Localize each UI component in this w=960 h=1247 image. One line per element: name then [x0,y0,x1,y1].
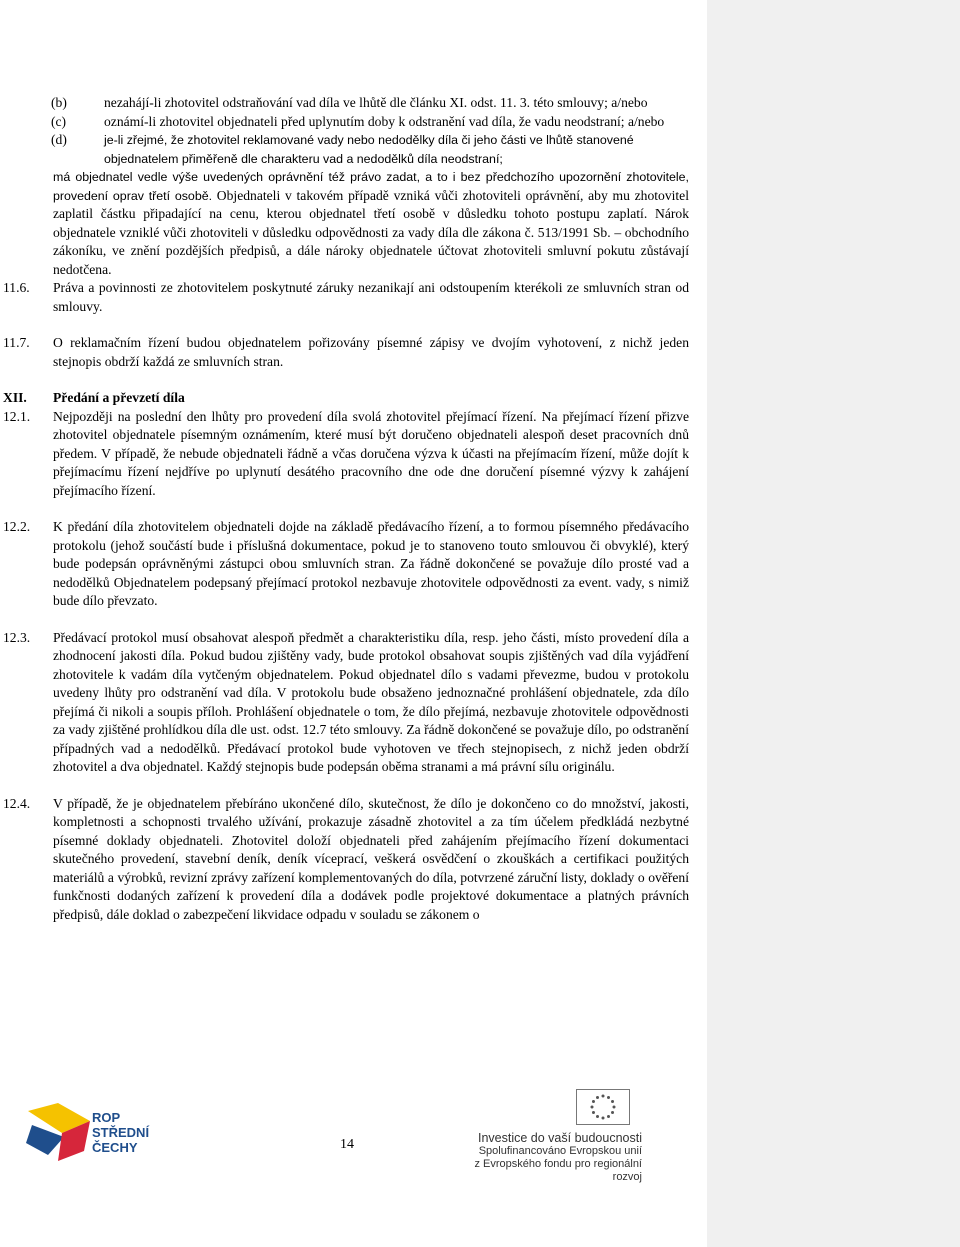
chapter-number: XII. [3,390,27,405]
section-text: O reklamačním řízení budou objednatelem pořizovány písemné zápisy ve dvojím vyhotovení, z nichž jeden stejnopis obdrží každá ze smluvních stran. [53,335,689,369]
section-text: Práva a povinnosti ze zhotovitelem poskytnuté záruky nezanikají ani odstoupením kterékoli ze smluvních stran od smlouvy. [53,280,689,314]
section-text: K předání díla zhotovitelem objednateli dojde na základě předávacího řízení, a to formou písemného předávacího protokolu (jehož součástí bude i příslušná dokumentace, pokud je to stanoveno touto smlouvou či obvyklé), který bude podepsán oprávněnými zástupci obou smluvních stran. Za řádně dokončené se považuje dílo prosté vad a nedodělků Objednatelem podepsaný přejímací protokol nezbavuje zhotovitele odpovědnosti za event. vady, s nimiž bude dílo převzato. [53,519,689,608]
section-12-3 [0,629,707,777]
section-12-1 [0,408,707,501]
list-item-d [0,131,707,168]
chapter-title: Předání a převzetí díla [53,390,185,405]
chapter-heading [0,389,707,408]
page-number: 14 [340,1137,354,1152]
list-item-letter: (c) [51,113,67,129]
section-12-2 [0,518,707,611]
list-item-text: je-li zřejmé, že zhotovitel reklamované vady nebo nedodělky díla či jeho části ve lhůtě stanovené objednatelem přiměřeně dle charakteru vad a nedodělků díla neodstraní; [104,133,634,166]
eu-star [611,1100,614,1103]
section-number: 12.4. [3,795,31,811]
continuation-part-2: Objednateli v takovém případě vzniká vůči zhotoviteli oprávnění, aby mu zhotovitel zaplatil částku připadající na cenu, kterou objednatel třetí osobě v důsledku tohoto postupu zaplatí. Nárok objednatele vzniklé vůči zhotoviteli v důsledku odpovědnosti za vady díla dle zákona č. 513/1991 Sb. – obchodního zákoníku, ve znění pozdějších předpisů, a dále nároky objednatele účtovat zhotoviteli smluvní pokutu zůstávají nedotčena. [53,187,689,277]
section-11-7 [0,334,707,371]
section-text: V případě, že je objednatelem přebíráno ukončené dílo, skutečnost, že dílo je dokončeno co do množství, jakosti, kompletnosti a schopnosti trvalého užívání, prokazuje zásadně zhotovitel a za tím účelem předkládá nezbytné písemné doklady objednateli. Zhotovitel doloží objednateli před zahájením přejímacího řízení dokumentaci skutečného provedení, stavební deník, deník víceprací, veškerá osvědčení o zkouškách a certifikaci použitých materiálů a výrobků, revizní zprávy zařízení komplementovaných do díla, potvrzené záruční listy, doklady o ověření funkčnosti dodaných zařízení k provedení díla a dodávek podle projektové dokumentace a platných právních předpisů, dále doklad o zabezpečení likvidace odpadu v souladu se zákonem o [53,795,689,922]
eu-star [607,1096,610,1099]
eu-star [611,1111,614,1114]
document-body [0,94,707,924]
list-item-text: oznámí-li zhotovitel objednateli před uplynutím doby k odstranění vad díla, že vadu neodstraní; a/nebo [104,113,665,129]
eu-flag-icon [576,1089,630,1125]
page-footer [0,1085,707,1185]
section-number: 12.3. [3,629,31,645]
eu-star [592,1111,595,1114]
eu-star [596,1115,599,1118]
section-number: 12.2. [3,519,31,534]
section-text: Nejpozději na poslední den lhůty pro provedení díla svolá zhotovitel přejímací řízení. Na přejímací řízení přizve zhotovitel objednatele písemným oznámením, které musí být doručeno objednateli alespoň deset pracovních dnů předem. V případě, že nebude objednateli řádně a včas doručena výzva k účasti na přejímacím řízení, může dojít k přejímacímu řízení nejdříve po uplynutí desátého pracovního dne ode dne doručení písemné výzvy k zahájení přejímacího řízení. [53,408,689,498]
list-item-b [0,94,707,113]
rop-logo-text: ROP STŘEDNÍ ČECHY [92,1110,150,1155]
eu-star [602,1117,605,1120]
eu-star [596,1096,599,1099]
right-margin-panel [707,0,960,1247]
section-number: 12.1. [3,408,31,424]
eu-star [602,1095,605,1098]
continuation-part-1: má objednatel vedle výše uvedených oprávnění též právo zadat, a to i bez předchozího upozornění zhotovitele, provedení oprav třetí osobě. [53,170,689,203]
eu-star [591,1106,594,1109]
list-item-letter: (b) [51,95,67,110]
continuation-paragraph [53,168,689,279]
eu-star [592,1100,595,1103]
section-11-6 [0,279,707,316]
section-number: 11.6. [3,280,30,295]
eu-star [613,1106,616,1109]
list-item-text: nezahájí-li zhotovitel odstraňování vad díla ve lhůtě dle článku XI. odst. 11. 3. této smlouvy; a/nebo [104,95,648,110]
section-text: Předávací protokol musí obsahovat alespoň předmět a charakteristiku díla, resp. jeho části, místo provedení díla a zhodnocení jakosti díla. Pokud budou zjištěny vady, bude protokol obsahovat soupis zjištěných vad díla vyjádření zhotovitele k vadám díla vytčeným objednatelem. Pokud objednatel dílo s vadami převezme, budou v protokolu uvedeny lhůty pro odstranění vad díla. V protokolu bude obsaženo jednoznačné prohlášení objednatele, zda dílo přejímá či nikoli a soupis příloh. Prohlášení objednatele o tom, že dílo přejímá, nezbavuje zhotovitele odpovědnosti za vady zjištěné prohlídkou díla dle ust. odst. 12.7 této smlouvy. Za řádně dokončené se považuje dílo, po odstranění případných vad a nedodělků. Předávací protokol bude vyhotoven ve třech stejnopisech, z nichž jeden obdrží zhotovitel a dva objednatel. Každý stejnopis bude podepsán oběma stranami a má právní sílu originálu. [53,629,689,774]
section-12-4 [0,795,707,925]
list-item-c [0,113,707,132]
eu-star [607,1115,610,1118]
section-number: 11.7. [3,335,30,350]
list-item-letter: (d) [51,132,67,147]
eu-funding-text: Investice do vaší budoucnosti Spolufinancováno Evropskou unií z Evropského fondu pro regionální rozvoj [474,1131,642,1183]
